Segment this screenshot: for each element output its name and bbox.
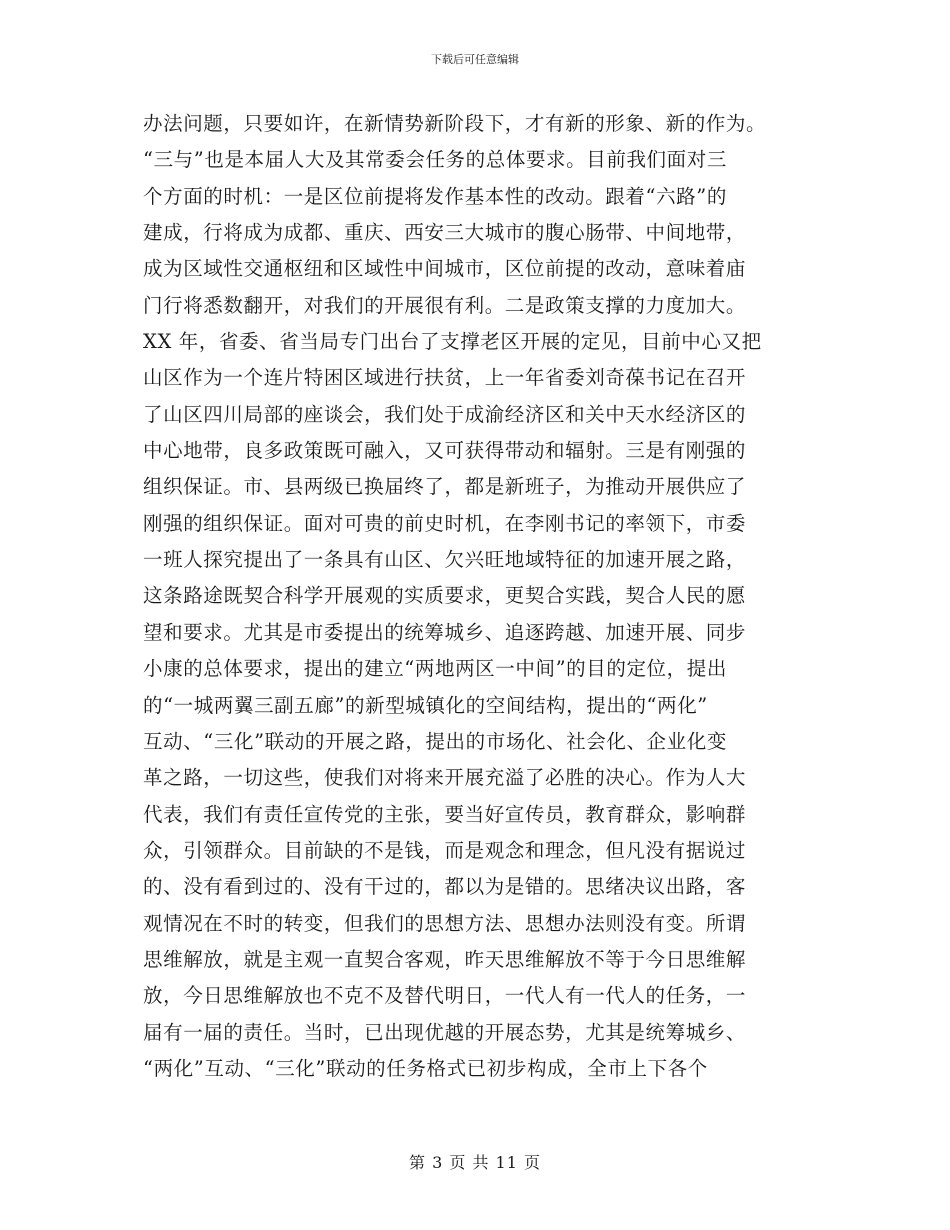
body-line: 小康的总体要求，提出的建立“两地两区一中间”的目的定位，提出 (143, 657, 727, 681)
body-line: 一班人探究提出了一条具有山区、欠兴旺地域特征的加速开展之路， (143, 548, 747, 572)
page-footer: 第 3 页 共 11 页 (409, 1153, 541, 1172)
body-line: 成为区域性交通枢纽和区域性中间城市，区位前提的改动，意味着庙 (143, 257, 747, 281)
body-line: 革之路，一切这些，使我们对将来开展充溢了必胜的决心。作为人大 (143, 766, 747, 790)
body-line: XX 年，省委、省当局专门出台了支撑老区开展的定见，目前中心又把 (143, 330, 762, 354)
body-line: 建成，行将成为成都、重庆、西安三大城市的腹心肠带、中间地带， (143, 221, 747, 245)
body-line: 的、没有看到过的、没有干过的，都以为是错的。思绪决议出路，客 (143, 875, 747, 899)
body-line: 这条路途既契合科学开展观的实质要求，更契合实践，契合人民的愿 (143, 584, 747, 608)
body-line: 代表，我们有责任宣传党的主张，要当好宣传员，教育群众，影响群 (143, 802, 747, 826)
body-line: 办法问题，只要如许，在新情势新阶段下，才有新的形象、新的作为。 (143, 112, 767, 135)
body-line: 的“一城两翼三副五廊”的新型城镇化的空间结构，提出的“两化” (143, 693, 708, 717)
body-line: 组织保证。市、县两级已换届终了，都是新班子，为推动开展供应了 (143, 475, 747, 499)
body-line: 望和要求。尤其是市委提出的统筹城乡、追逐跨越、加速开展、同步 (143, 620, 747, 644)
document-body (143, 106, 813, 1087)
body-line: “三与”也是本届人大及其常委会任务的总体要求。目前我们面对三 (143, 148, 727, 172)
page-header: 下载后可任意编辑 (431, 53, 519, 66)
body-line: 中心地带，良多政策既可融入，又可获得带动和辐射。三是有刚强的 (143, 439, 747, 463)
body-line: 众，引领群众。目前缺的不是钱，而是观念和理念，但凡没有据说过 (143, 838, 747, 862)
body-line: 个方面的时机：一是区位前提将发作基本性的改动。跟着“六路”的 (143, 184, 727, 208)
body-line: 思维解放，就是主观一直契合客观，昨天思维解放不等于今日思维解 (143, 947, 747, 971)
body-line: 刚强的组织保证。面对可贵的前史时机，在李刚书记的率领下，市委 (143, 511, 747, 535)
body-line: 山区作为一个连片特困区域进行扶贫，上一年省委刘奇葆书记在召开 (143, 366, 747, 390)
body-line: 了山区四川局部的座谈会，我们处于成渝经济区和关中天水经济区的 (143, 402, 747, 426)
body-line: 互动、“三化”联动的开展之路，提出的市场化、社会化、企业化变 (143, 729, 727, 753)
body-line: 放，今日思维解放也不克不及替代明日，一代人有一代人的任务，一 (143, 984, 747, 1008)
body-line: “两化”互动、“三化”联动的任务格式已初步构成，全市上下各个 (143, 1056, 708, 1080)
body-line: 观情况在不时的转变，但我们的思想方法、思想办法则没有变。所谓 (143, 911, 747, 935)
body-line: 门行将悉数翻开，对我们的开展很有利。二是政策支撑的力度加大。 (143, 293, 747, 317)
body-line: 届有一届的责任。当时，已出现优越的开展态势，尤其是统筹城乡、 (143, 1020, 747, 1044)
